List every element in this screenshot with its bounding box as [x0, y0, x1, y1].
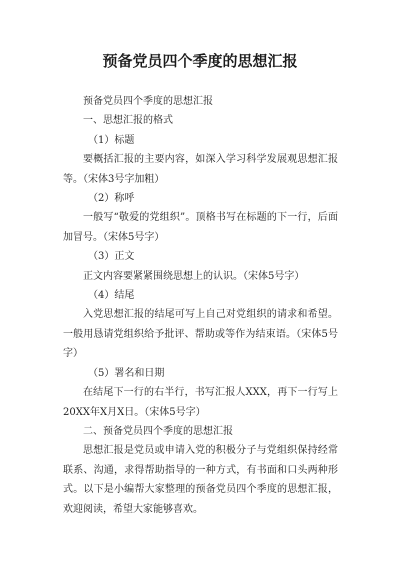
document-body — [63, 92, 338, 519]
item-label-salutation: （2）称呼 — [88, 193, 135, 205]
section-heading-format: 一、思想汇报的格式 — [83, 115, 173, 127]
paragraph-title-desc: 要概括汇报的主要内容，如深入学习科学发展观思想汇报等。（宋体3号字加粗） — [63, 154, 338, 185]
paragraph-salutation-desc: 一般写“敬爱的党组织”。顶格书写在标题的下一行，后面加冒号。（宋体5号字） — [63, 212, 338, 243]
item-label-body: （3）正文 — [88, 251, 135, 263]
paragraph-ending-desc: 入党思想汇报的结尾可写上自己对党组织的请求和希望。一般用恳请党组织给予批评、帮助或等作为结束语。（宋体5号字） — [63, 309, 338, 360]
paragraph-signature-desc: 在结尾下一行的右半行，书写汇报人XXX，再下一行写上20XX年X月X日。（宋体5号字） — [63, 387, 338, 418]
paragraph-intro: 思想汇报是党员或申请入党的积极分子与党组织保持经常联系、沟通，求得帮助指导的一种方式，有书面和口头两种形式。以下是小编帮大家整理的预备党员四个季度的思想汇报，欢迎阅读，希望大家能够喜欢。 — [63, 445, 338, 515]
item-label-signature: （5）署名和日期 — [88, 367, 165, 379]
item-label-ending: （4）结尾 — [88, 290, 135, 302]
item-label-title: （1）标题 — [88, 134, 135, 146]
paragraph-subtitle: 预备党员四个季度的思想汇报 — [83, 96, 213, 107]
section-heading-reports: 二、预备党员四个季度的思想汇报 — [83, 425, 233, 437]
paragraph-body-desc: 正文内容要紧紧围绕思想上的认识。（宋体5号字） — [83, 270, 305, 282]
document-title: 预备党员四个季度的思想汇报 — [102, 52, 298, 70]
